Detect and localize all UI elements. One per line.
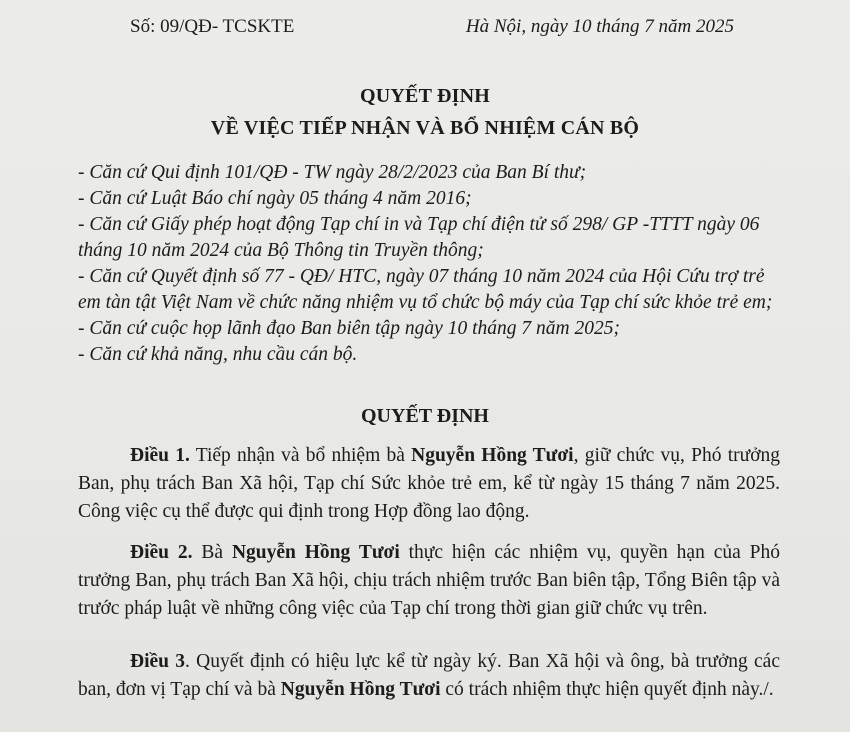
person-name: Nguyễn Hồng Tươi: [231, 542, 400, 563]
article-label: Điều 2.: [130, 542, 193, 563]
article-2: [78, 539, 780, 623]
legal-bases-list: [78, 160, 778, 368]
document-title: QUYẾT ĐỊNH: [360, 85, 490, 107]
article-text: Tiếp nhận và bổ nhiệm bà: [189, 445, 412, 466]
article-text: Bà: [192, 542, 232, 563]
legal-basis-item: - Căn cứ Luật Báo chí ngày 05 tháng 4 năm 2016;: [78, 188, 472, 209]
legal-basis-item: - Căn cứ cuộc họp lãnh đạo Ban biên tập ngày 10 tháng 7 năm 2025;: [78, 318, 620, 339]
article-3: [78, 648, 780, 704]
legal-basis-item: - Căn cứ Giấy phép hoạt động Tạp chí in và Tạp chí điện tử số 298/ GP -TTTT ngày 06 tháng 10 năm 2024 của Bộ Thông tin Truyền thông;: [78, 214, 760, 261]
legal-basis-item: - Căn cứ Qui định 101/QĐ - TW ngày 28/2/2023 của Ban Bí thư;: [78, 162, 587, 183]
article-label: Điều 3: [130, 651, 185, 672]
legal-basis-item: - Căn cứ khả năng, nhu cầu cán bộ.: [78, 344, 358, 365]
person-name: Nguyễn Hồng Tươi: [280, 679, 441, 700]
article-text: , giữ chức vụ, Phó trưởng Ban, phụ trách Ban Xã hội, Tạp chí Sức khỏe trẻ em, kể từ ngày 15 tháng 7 năm 2025. Công việc cụ thể được qui định trong Hợp đồng lao động.: [78, 445, 781, 522]
document-date: Hà Nội, ngày 10 tháng 7 năm 2025: [465, 16, 734, 37]
legal-basis-item: - Căn cứ Quyết định số 77 - QĐ/ HTC, ngày 07 tháng 10 năm 2024 của Hội Cứu trợ trẻ em tàn tật Việt Nam về chức năng nhiệm vụ tổ chức bộ máy của Tạp chí sức khỏe trẻ em;: [78, 266, 773, 313]
article-text: có trách nhiệm thực hiện quyết định này./.: [440, 679, 774, 700]
article-text: thực hiện các nhiệm vụ, quyền hạn của Phó trưởng Ban, phụ trách Ban Xã hội, chịu trách nhiệm trước Ban biên tập, Tổng Biên tập và trước pháp luật về những công việc của Tạp chí trong thời gian giữ chức vụ trên.: [78, 542, 780, 619]
person-name: Nguyễn Hồng Tươi: [411, 445, 574, 466]
decision-heading: QUYẾT ĐỊNH: [361, 405, 489, 427]
article-label: Điều 1.: [130, 445, 190, 466]
article-text: . Quyết định có hiệu lực kể từ ngày ký. Ban Xã hội và ông, bà trưởng các ban, đơn vị Tạp chí và bà: [78, 651, 780, 700]
article-1: [78, 442, 780, 526]
document-header: [0, 14, 850, 44]
document-number: Số: 09/QĐ- TCSKTE: [130, 16, 295, 37]
document-subtitle: VỀ VIỆC TIẾP NHẬN VÀ BỔ NHIỆM CÁN BỘ: [210, 117, 640, 139]
